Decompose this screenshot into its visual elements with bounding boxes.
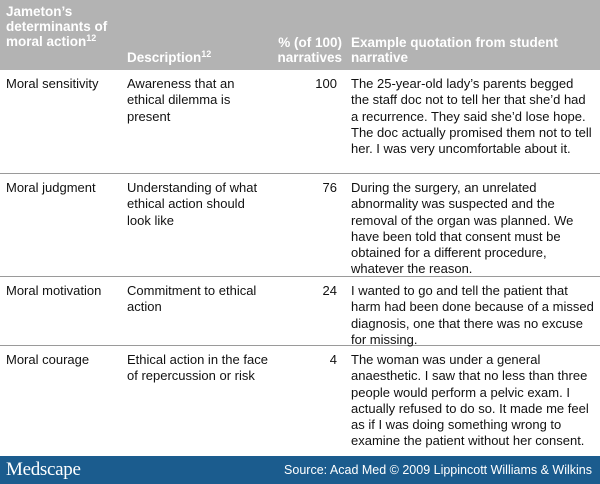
header-determinants-ref: 12	[86, 33, 97, 43]
row-quote: The 25-year-old lady’s parents begged the staff doc not to tell her that she’d had a recurrence. They said she’d lose hope. The doc actually promised them not to tell her. I was very uncomfortable about it.	[351, 76, 592, 157]
row-percent: 24	[322, 283, 337, 298]
row-quote: During the surgery, an unrelated abnormality was suspected and the removal of the organ was planned. We have been told that consent must be obtained for a different procedure, whatever the reason.	[351, 180, 574, 277]
footer-bar	[0, 456, 600, 484]
header-percent: % (of 100) narratives	[277, 35, 342, 65]
header-description-ref: 12	[201, 49, 212, 59]
row-description: Understanding of what ethical action should look like	[127, 180, 258, 228]
row-description: Commitment to ethical action	[127, 283, 257, 315]
row-description: Awareness that an ethical dilemma is present	[127, 76, 235, 124]
row-quote: I wanted to go and tell the patient that harm had been done because of a missed diagnosis, one that there was no excuse for missing.	[351, 283, 594, 347]
header-description	[127, 50, 272, 65]
row-percent: 100	[315, 76, 337, 91]
row-description: Ethical action in the face of repercussion or risk	[127, 352, 268, 384]
header-description-text: Description	[127, 50, 202, 65]
row-percent: 76	[322, 180, 337, 195]
table-row	[0, 346, 600, 456]
header-quotation: Example quotation from student narrative	[351, 35, 559, 65]
row-percent: 4	[329, 352, 337, 367]
table-row	[0, 174, 600, 277]
row-determinant: Moral courage	[6, 352, 90, 367]
table-row	[0, 277, 600, 346]
row-determinant: Moral motivation	[6, 283, 102, 298]
row-quote: The woman was under a general anaesthetic. I saw that no less than three people would perform a pelvic exam. I actually refused to do so. It made me feel as if I was doing something wrong to examine the patient without her consent.	[351, 352, 589, 449]
row-determinant: Moral judgment	[6, 180, 96, 195]
row-determinant: Moral sensitivity	[6, 76, 99, 91]
header-determinants	[6, 4, 121, 49]
table-header	[0, 0, 600, 70]
source-credit: Source: Acad Med © 2009 Lippincott Williams & Wilkins	[284, 463, 592, 477]
medscape-logo: Medscape	[6, 459, 81, 480]
header-determinants-text: Jameton’s determinants of moral action	[6, 4, 108, 49]
table-row	[0, 70, 600, 174]
